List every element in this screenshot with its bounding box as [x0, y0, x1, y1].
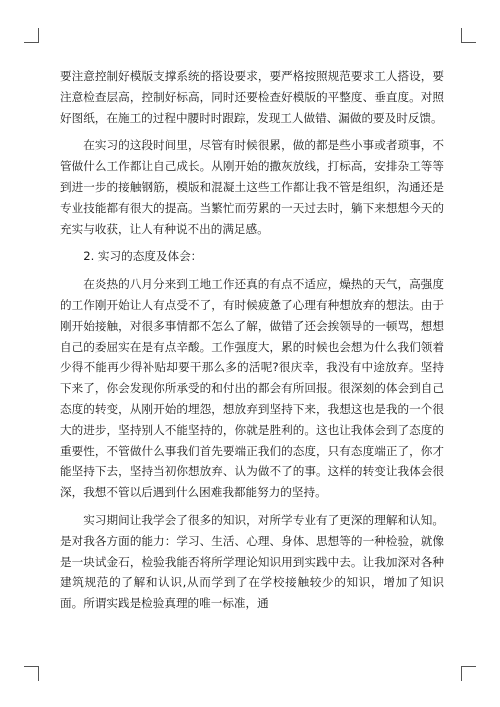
- crop-mark-bottom-left: [24, 666, 39, 681]
- paragraph-continued: 要注意控制好模版支撑系统的搭设要求，要严格按照规范要求工人搭设，要注意检查层高，控制好标高，同时还要检查好模版的平整度、垂直度。对照好图纸，在施工的过程中腰时时跟踪，发现工人做错、漏做的要及时反馈。: [60, 69, 444, 125]
- crop-mark-bottom-right: [461, 666, 476, 681]
- crop-mark-top-left: [24, 28, 39, 43]
- paragraph: 在炎热的八月分来到工地工作还真的有点不适应，燥热的天气，高强度的工作刚开始让人有点受不了，有时候疲惫了心理有种想放弃的想法。由于刚开始接触，对很多事情都不怎么了解，做错了还会挨领导的一顿骂，想想自己的委屈实在是有点辛酸。工作强度大，累的时候也会想为什么我们领着少得不能再少得补贴却要干那么多的活呢?很庆幸，我没有中途放弃。坚持下来了，你会发现你所承受的和付出的都会有所回报。很深刻的体会到自己态度的转变，从刚开始的埋怨，想放弃到坚持下来，我想这也是我的一个很大的进步，坚持别人不能坚持的，你就是胜利的。这也让我体会到了态度的重要性，不管做什么事我们首先要端正我们的态度，只有态度端正了，你才能坚持下去，坚持当初你想放弃、认为做不了的事。这样的转变让我体会很深，我想不管以后遇到什么困难我都能努力的坚持。: [60, 277, 444, 500]
- crop-mark-top-right: [461, 28, 476, 43]
- section-heading: 2. 实习的态度及体会：: [83, 249, 203, 264]
- document-body: [60, 66, 444, 614]
- paragraph: 实习期间让我学会了很多的知识，对所学专业有了更深的理解和认知。是对我各方面的能力：学习、生活、心理、身体、思想等的一种检验，就像是一块试金石，检验我能否将所学理论知识用到实践中去。让我加深对各种建筑规范的了解和认识,从而学到了在学校接触较少的知识，增加了知识面。所谓实践是检验真理的唯一标准，通: [60, 512, 444, 611]
- paragraph: 在实习的这段时间里，尽管有时候很累，做的都是些小事或者琐事，不管做什么工作都让自己成长。从刚开始的撒灰放线，打标高，安排杂工等等到进一步的接触钢筋，模版和混凝土这些工作都让我不管是组织，沟通还是专业技能都有很大的提高。当繁忙而劳累的一天过去时，躺下来想想今天的充实与收获，让人有种说不出的满足感。: [60, 138, 444, 236]
